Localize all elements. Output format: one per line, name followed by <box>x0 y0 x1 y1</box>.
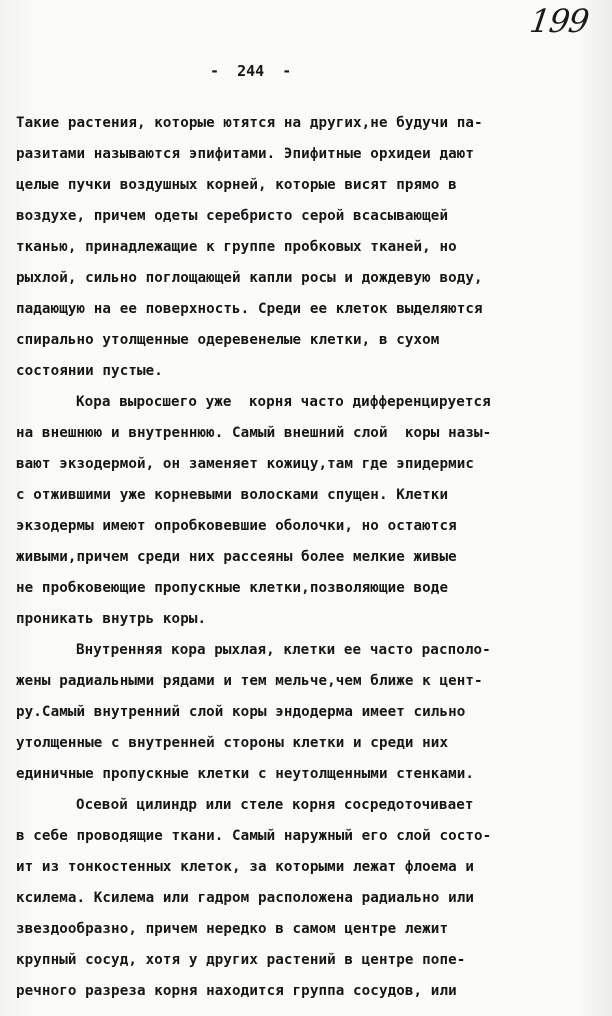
text-line: Осевой цилиндр или стеле корня сосредоточивает <box>76 797 474 813</box>
text-line: звездообразно, причем нередко в самом центре лежит <box>16 921 449 937</box>
text-line: на внешнюю и внутреннюю. Самый внешний слой коры назы- <box>16 425 492 441</box>
text-line: с отжившими уже корневыми волосками спущен. Клетки <box>16 487 449 503</box>
text-line: ксилема. Ксилема или гадром расположена радиально или <box>16 890 475 906</box>
text-line: проникать внутрь коры. <box>16 611 207 627</box>
text-line: Такие растения, которые ютятся на других,не будучи па- <box>16 115 483 131</box>
text-line: ру.Самый внутренний слой коры эндодерма имеет сильно <box>16 704 466 720</box>
text-line: тканью, принадлежащие к группе пробковых тканей, но <box>16 239 457 255</box>
text-line: не пробковеющие пропускные клетки,позволяющие воде <box>16 580 449 596</box>
text-line: утолщенные с внутренней стороны клетки и среди них <box>16 735 449 751</box>
text-line: живыми,причем среди них рассеяны более мелкие живые <box>16 549 457 565</box>
text-line: разитами называются эпифитами. Эпифитные орхидеи дают <box>16 146 475 162</box>
text-line: Внутренняя кора рыхлая, клетки ее часто располо- <box>76 642 491 658</box>
text-line: вают экзодермой, он заменяет кожицу,там где эпидермис <box>16 456 475 472</box>
text-line: состоянии пустые. <box>16 363 163 379</box>
body-text <box>16 108 606 1007</box>
text-line: спирально утолщенные одеревенелые клетки, в сухом <box>16 332 440 348</box>
text-line: крупный сосуд, хотя у других растений в центре попе- <box>16 952 466 968</box>
text-line: ит из тонкостенных клеток, за которыми лежат флоема и <box>16 859 475 875</box>
text-line: единичные пропускные клетки с неутолщенными стенками. <box>16 766 475 782</box>
text-line: экзодермы имеют опробковевшие оболочки, но остаются <box>16 518 457 534</box>
text-line: в себе проводящие ткани. Самый наружный его слой состо- <box>16 828 492 844</box>
text-line: Кора выросшего уже корня часто дифференцируется <box>76 394 491 410</box>
text-line: речного разреза корня находится группа сосудов, или <box>16 983 457 999</box>
archive-folio-number: 199 <box>527 2 591 40</box>
page-number: - 244 - <box>210 62 292 80</box>
text-line: падающую на ее поверхность. Среди ее клеток выделяются <box>16 301 483 317</box>
text-line: жены радиальными рядами и тем мельче,чем ближе к цент- <box>16 673 483 689</box>
text-line: рыхлой, сильно поглощающей капли росы и дождевую воду, <box>16 270 483 286</box>
text-line: воздухе, причем одеты серебристо серой всасывающей <box>16 208 449 224</box>
text-line: целые пучки воздушных корней, которые висят прямо в <box>16 177 457 193</box>
